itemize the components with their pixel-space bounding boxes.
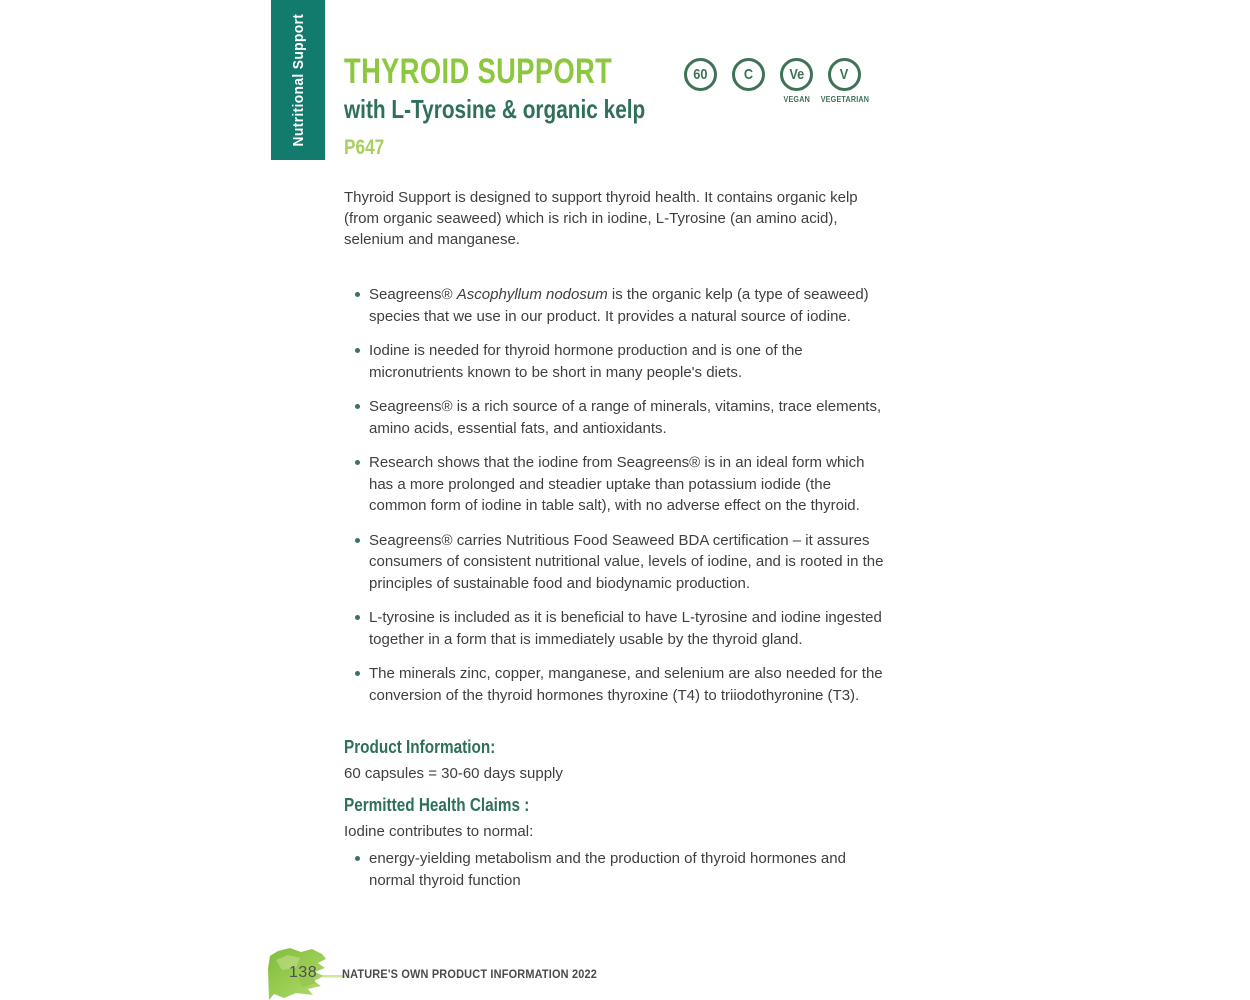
list-item: Seagreens® Ascophyllum nodosum is the organic kelp (a type of seaweed) species that we use in our product. It provides a natural source of iodine.: [344, 284, 884, 327]
badge-c: [732, 58, 765, 91]
benefits-list: [344, 284, 884, 719]
list-item: Seagreens® is a rich source of a range of minerals, vitamins, trace elements, amino acids, essential fats, and antioxidants.: [344, 396, 884, 439]
list-item: The minerals zinc, copper, manganese, and selenium are also needed for the conversion of the thyroid hormones thyroxine (T4) to triiodothyronine (T3).: [344, 663, 884, 706]
product-info-heading: Product Information:: [344, 737, 496, 757]
list-item: Research shows that the iodine from Seagreens® is in an ideal form which has a more prolonged and steadier uptake than potassium iodide (the common form of iodine in table salt), with no adverse effect on the thyroid.: [344, 452, 884, 517]
product-code: P647: [344, 136, 385, 159]
list-item: Iodine is needed for thyroid hormone production and is one of the micronutrients known to be short in many people's diets.: [344, 340, 884, 383]
product-header: [344, 54, 721, 158]
badge-60: [684, 58, 717, 91]
product-subtitle: with L-Tyrosine & organic kelp: [344, 94, 646, 124]
footer-title: NATURE'S OWN PRODUCT INFORMATION 2022: [342, 969, 598, 981]
list-item: Seagreens® carries Nutritious Food Seaweed BDA certification – it assures consumers of consistent nutritional value, levels of iodine, and is rooted in the principles of sustainable food and biodynamic production.: [344, 530, 884, 595]
info-section: [344, 738, 876, 854]
badge-circle-icon: Ve: [780, 58, 813, 91]
badge-sublabel: VEGAN: [783, 95, 810, 104]
list-item: energy-yielding metabolism and the production of thyroid hormones and normal thyroid function: [344, 848, 884, 891]
badge-v: [820, 58, 869, 104]
product-title: THYROID SUPPORT: [344, 52, 613, 91]
health-claims-heading: Permitted Health Claims :: [344, 794, 530, 815]
claims-list: [344, 848, 884, 904]
badge-row: [684, 58, 869, 104]
list-item: L-tyrosine is included as it is beneficial to have L-tyrosine and iodine ingested together in a form that is immediately usable by the thyroid gland.: [344, 607, 884, 650]
badge-circle-icon: C: [732, 58, 765, 91]
badge-ve: [780, 58, 813, 104]
supply-info: 60 capsules = 30-60 days supply: [344, 764, 563, 782]
product-description: Thyroid Support is designed to support thyroid health. It contains organic kelp (from organic seaweed) which is rich in iodine, L-Tyrosine (an amino acid), selenium and manganese.: [344, 189, 858, 248]
page-number: 138: [289, 964, 318, 981]
section-tab-nutritional-support: [271, 0, 325, 160]
badge-circle-icon: 60: [684, 58, 717, 91]
badge-sublabel: VEGETARIAN: [820, 95, 869, 104]
badge-circle-icon: V: [828, 58, 861, 91]
section-tab-label: Nutritional Support: [289, 13, 307, 147]
claims-intro: Iodine contributes to normal:: [344, 822, 534, 840]
